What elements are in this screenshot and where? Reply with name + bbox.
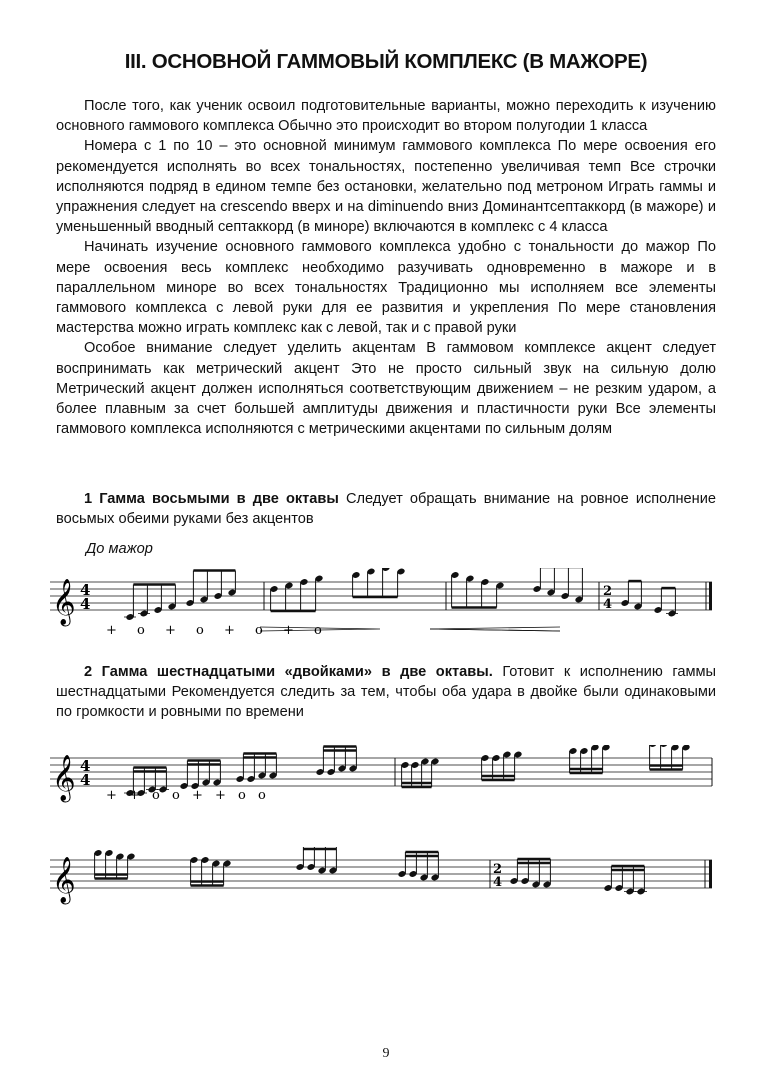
final-barline (709, 582, 712, 610)
svg-text:4: 4 (80, 581, 91, 599)
svg-text:2: 2 (603, 584, 613, 599)
treble-clef-icon: 𝄞 (52, 857, 76, 903)
final-barline (709, 860, 712, 888)
svg-text:4: 4 (493, 875, 503, 890)
section-2-description: Готовит к исполнению гаммы шестнадцатыми Рекомендуется следить за тем, чтобы оба удара в двойке были одинаковыми по громкости и ровными по времени (56, 664, 716, 721)
staff-1 (50, 568, 718, 646)
page-title: III. ОСНОВНОЙ ГАММОВЫЙ КОМПЛЕКС (В МАЖОРЕ) (124, 50, 648, 73)
time-signature-2-4 (493, 862, 502, 890)
staff-3 (50, 847, 718, 907)
svg-text:4: 4 (80, 757, 91, 775)
section-2-heading: 2 Гамма шестнадцатыми «двойками» в две октавы. (84, 664, 493, 680)
intro-text (56, 96, 716, 439)
paragraph-3: Начинать изучение основного гаммового комплекса удобно с тональности до мажор По мере освоения весь комплекс необходимо разучивать одновременно в мажоре и в параллельном миноре во всех тональностях Традиционно мы исполняем все элементы гаммового комплекса с левой руки для ее развития и укрепления По мере становления мастерства можно играть комплекс как с левой, так и с правой руки (56, 239, 716, 337)
accent-markings: + + o o + + o o (106, 788, 270, 803)
svg-text:2: 2 (493, 862, 503, 877)
staff-lines (50, 860, 712, 888)
svg-text:4: 4 (80, 771, 91, 789)
paragraph-2: Номера с 1 по 10 – это основной минимум гаммового комплекса По мере освоения его рекомендуется исполнять во всех тональностях, постепенно увеличивая темп Все строчки исполняются подряд в едином темпе без остановки, желательно под метроном Играть гаммы и упражнения следует на crescendo вверх и на diminuendo вниз Доминантсептаккорд (в мажоре) и уменьшенный вводный септаккорд (в миноре) включаются в комплекс с 4 класса (56, 138, 716, 236)
section-2-text (56, 662, 716, 723)
time-signature-4-4 (80, 581, 90, 613)
time-signature-2-4 (603, 584, 612, 612)
svg-text:4: 4 (603, 597, 613, 612)
notes-staff-1 (124, 568, 678, 621)
accent-markings: + o + o + o + o (106, 623, 330, 638)
paragraph-1: После того, как ученик освоил подготовительные варианты, можно переходить к изучению основного гаммового комплекса Обычно это происходит во втором полугодии 1 класса (56, 98, 716, 135)
svg-text:4: 4 (80, 595, 91, 613)
paragraph-4: Особое внимание следует уделить акцентам В гаммовом комплексе акцент следует воспринимать как метрический акцент Это не просто сильный звук на сильную долю Метрический акцент должен исполняться соответствующим движением – не резким ударом, а более плавным за счет большей амплитуды движения и пластичности руки Все элементы гаммового комплекса исполняются с метрическими акцентами по сильным долям (56, 340, 716, 438)
treble-clef-icon: 𝄞 (52, 579, 76, 625)
time-signature-4-4 (80, 757, 90, 789)
page-number: 9 (382, 1046, 390, 1061)
key-label: До мажор (86, 541, 153, 557)
section-1-text (56, 489, 716, 529)
treble-clef-icon: 𝄞 (52, 755, 76, 801)
section-1-heading: 1 Гамма восьмыми в две октавы (84, 491, 339, 507)
staff-2 (50, 745, 718, 825)
diminuendo-hairpin (430, 627, 560, 631)
section-1-description: Следует обращать внимание на ровное исполнение восьмых обеими руками без акцентов (56, 491, 716, 528)
